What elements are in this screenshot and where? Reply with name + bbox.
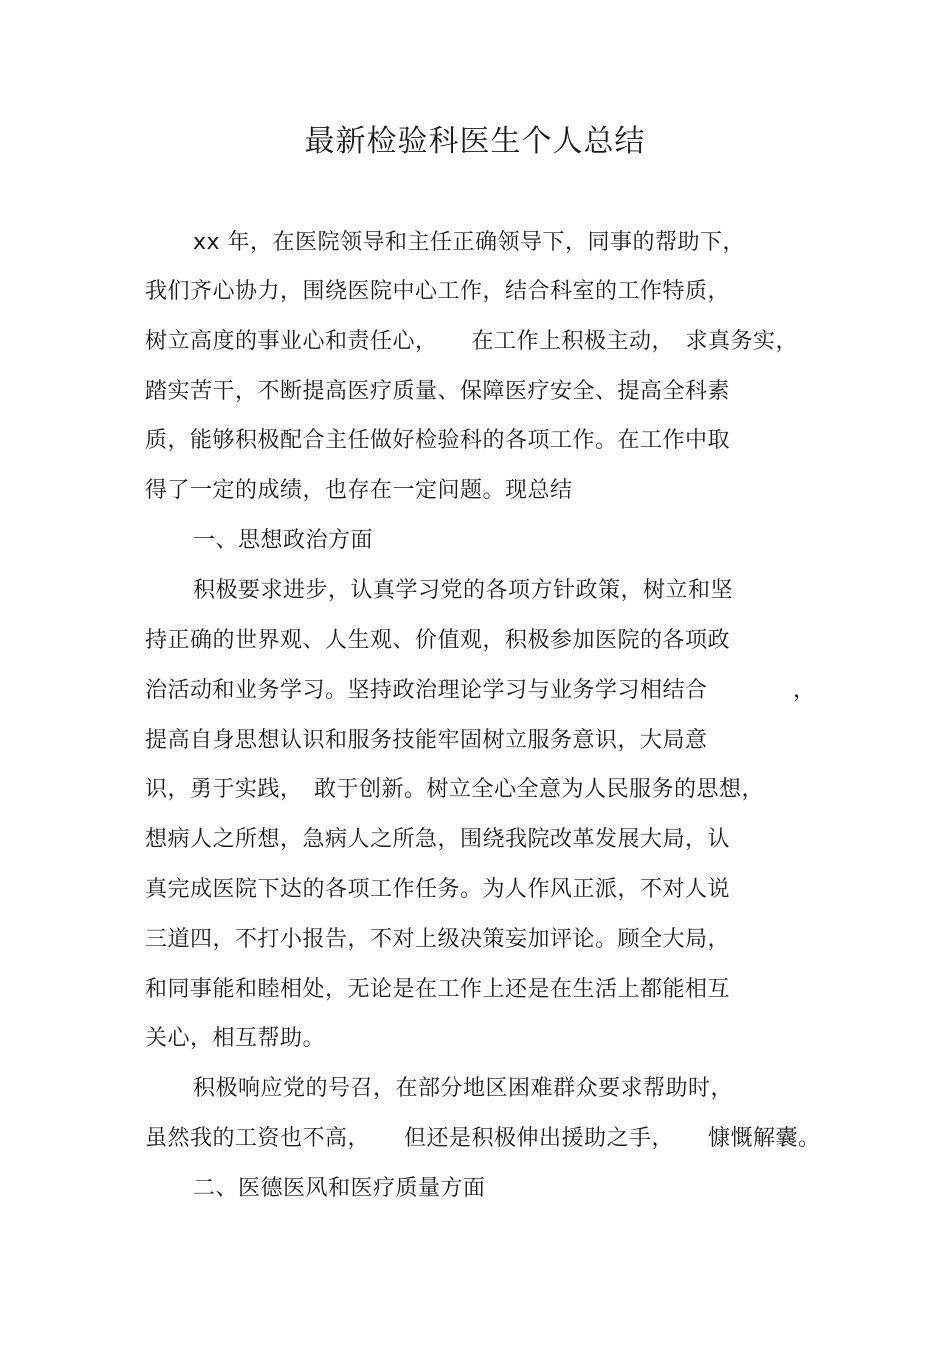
paragraph-line: 树立高度的事业心和责任心， 在工作上积极主动， 求真务实， — [145, 329, 799, 354]
paragraph-line: 虽然我的工资也不高， 但还是积极伸出援助之手， 慷慨解囊。 — [145, 1126, 821, 1151]
paragraph-line: 治活动和业务学习。坚持政治理论学习与业务学习相结合 — [145, 678, 708, 703]
paragraph-line: 我们齐心协力，围绕医院中心工作，结合科室的工作特质， — [145, 279, 731, 304]
paragraph-line: 质，能够积极配合主任做好检验科的各项工作。在工作中取 — [145, 428, 731, 453]
paragraph-line: 踏实苦干，不断提高医疗质量、保障医疗安全、提高全科素 — [145, 379, 731, 404]
paragraph-line: 关心，相互帮助。 — [145, 1026, 326, 1051]
paragraph-line: 积极要求进步，认真学习党的各项方针政策，树立和坚 — [193, 578, 734, 603]
paragraph-line: 得了一定的成绩，也存在一定问题。现总结 — [145, 478, 573, 503]
paragraph-line: 真完成医院下达的各项工作任务。为人作风正派，不对人说 — [145, 877, 731, 902]
paragraph-line: 提高自身思想认识和服务技能牢固树立服务意识，大局意 — [145, 728, 708, 753]
paragraph-line: 持正确的世界观、人生观、价值观，积极参加医院的各项政 — [145, 628, 731, 653]
paragraph-line: 和同事能和睦相处，无论是在工作上还是在生活上都能相互 — [145, 977, 731, 1002]
paragraph-line: 想病人之所想，急病人之所急，围绕我院改革发展大局，认 — [145, 827, 731, 852]
paragraph-line: 积极响应党的号召，在部分地区困难群众要求帮助时， — [193, 1076, 734, 1101]
paragraph-line: xx 年，在医院领导和主任正确领导下，同事的帮助下， — [193, 230, 746, 255]
document-title: 最新检验科医生个人总结 — [304, 124, 646, 159]
paragraph-line: 识，勇于实践， 敢于创新。树立全心全意为人民服务的思想， — [145, 777, 765, 802]
paragraph-line: 三道四，不打小报告，不对上级决策妄加评论。顾全大局， — [145, 927, 731, 952]
section-heading: 一、思想政治方面 — [193, 528, 374, 553]
trailing-comma: ， — [793, 678, 816, 703]
section-heading: 二、医德医风和医疗质量方面 — [193, 1176, 486, 1201]
